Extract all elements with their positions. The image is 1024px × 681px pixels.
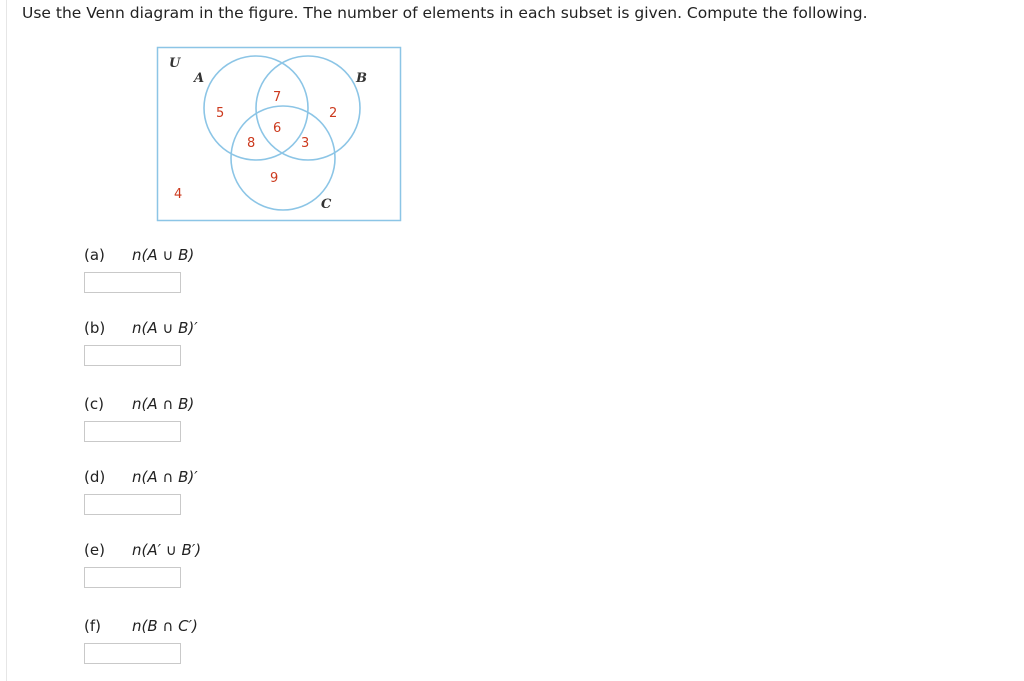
question-letter: (c) xyxy=(84,395,104,413)
question-letter: (e) xyxy=(84,541,105,559)
instructions-text: Use the Venn diagram in the figure. The number of elements in each subset is given. Compute the following. xyxy=(22,4,868,22)
region-a-only: 5 xyxy=(216,106,225,121)
answer-input-a[interactable] xyxy=(84,272,181,293)
question-expression: n(A ∩ B) xyxy=(132,395,195,413)
region-a-and-b-only: 7 xyxy=(273,90,282,105)
region-c-only: 9 xyxy=(270,171,279,186)
question-expression: n(A ∪ B)′ xyxy=(132,319,198,337)
set-a-label: A xyxy=(194,71,205,86)
set-b-label: B xyxy=(356,71,367,86)
universe-label: U xyxy=(169,56,181,71)
question-f xyxy=(84,616,198,664)
question-expression: n(A′ ∪ B′) xyxy=(132,541,202,559)
question-letter: (f) xyxy=(84,617,101,635)
question-letter: (d) xyxy=(84,468,106,486)
set-c-label: C xyxy=(321,197,332,212)
question-e xyxy=(84,540,201,588)
question-letter: (b) xyxy=(84,319,106,337)
region-a-b-c: 6 xyxy=(273,121,282,136)
answer-input-d[interactable] xyxy=(84,494,181,515)
region-b-only: 2 xyxy=(329,106,338,121)
venn-diagram xyxy=(0,0,1024,240)
region-a-and-c-only: 8 xyxy=(247,136,256,151)
question-c xyxy=(84,394,194,442)
answer-input-c[interactable] xyxy=(84,421,181,442)
region-b-and-c-only: 3 xyxy=(301,136,310,151)
question-letter: (a) xyxy=(84,246,105,264)
question-a xyxy=(84,245,194,293)
question-d xyxy=(84,467,198,515)
answer-input-e[interactable] xyxy=(84,567,181,588)
answer-input-b[interactable] xyxy=(84,345,181,366)
question-b xyxy=(84,318,198,366)
question-expression: n(A ∪ B) xyxy=(132,246,195,264)
question-expression: n(A ∩ B)′ xyxy=(132,468,198,486)
question-expression: n(B ∩ C′) xyxy=(132,617,198,635)
answer-input-f[interactable] xyxy=(84,643,181,664)
region-outside: 4 xyxy=(174,187,183,202)
